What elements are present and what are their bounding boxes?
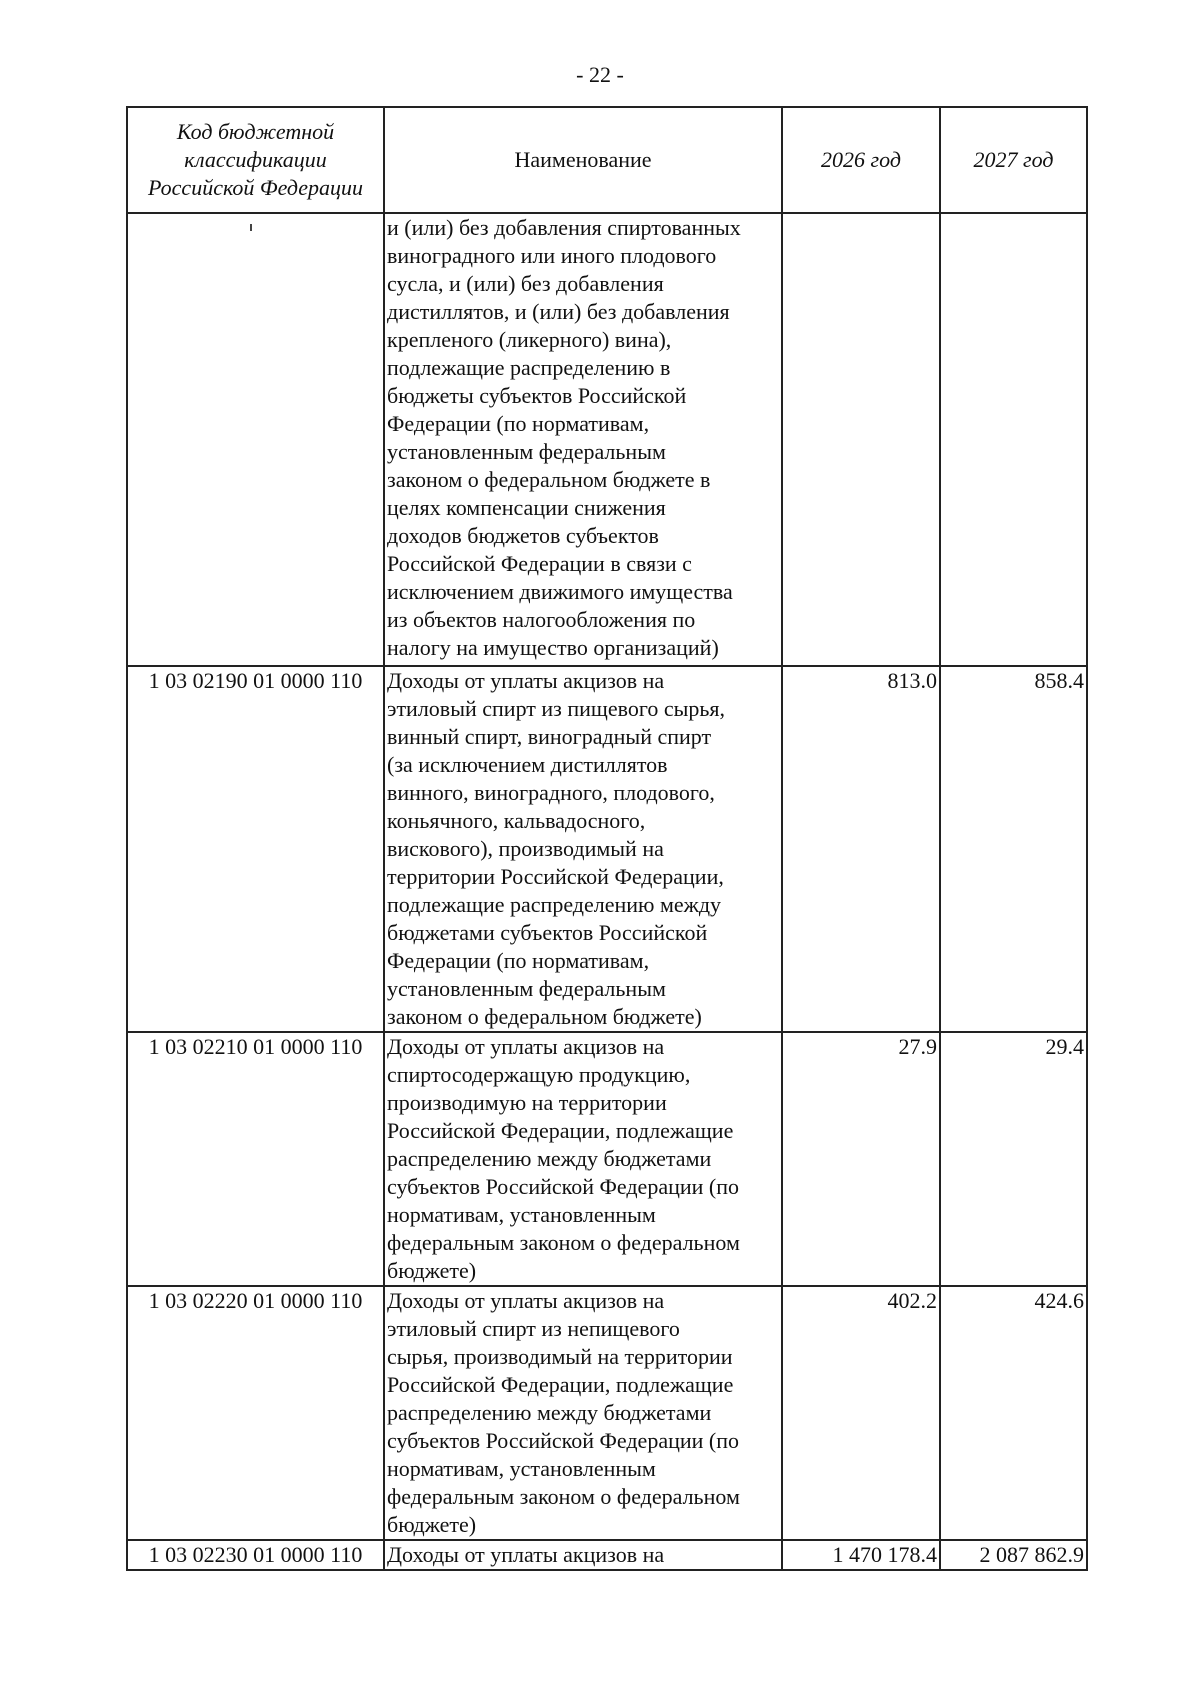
budget-code-cell: 1 03 02220 01 0000 110 <box>127 1286 384 1540</box>
value-2027-cell: 424.6 <box>940 1286 1087 1540</box>
budget-code-cell: 1 03 02230 01 0000 110 <box>127 1540 384 1570</box>
name-line: сырья, производимый на территории <box>387 1344 733 1369</box>
name-line: распределению между бюджетами <box>387 1400 712 1425</box>
header-budget-code <box>127 107 384 213</box>
name-line: подлежащие распределению в <box>387 355 671 380</box>
name-line: и (или) без добавления спиртованных <box>387 215 741 240</box>
table-row <box>127 1540 1087 1570</box>
name-line: федеральным законом о федеральном <box>387 1484 740 1509</box>
name-line: Федерации (по нормативам, <box>387 948 650 973</box>
header-code-line: Код бюджетной <box>176 119 335 144</box>
value-2026-cell <box>782 213 940 666</box>
budget-code-cell <box>127 213 384 666</box>
table-row <box>127 1032 1087 1286</box>
name-line: Федерации (по нормативам, <box>387 411 650 436</box>
name-line: налогу на имущество организаций) <box>387 635 719 660</box>
name-line: дистиллятов, и (или) без добавления <box>387 299 730 324</box>
value-2027-cell: 29.4 <box>940 1032 1087 1286</box>
name-line: бюджете) <box>387 1258 477 1283</box>
budget-code-cell: 1 03 02210 01 0000 110 <box>127 1032 384 1286</box>
header-name: Наименование <box>384 107 782 213</box>
name-line: территории Российской Федерации, <box>387 864 724 889</box>
value-2026-cell: 27.9 <box>782 1032 940 1286</box>
table-row <box>127 666 1087 1032</box>
table-row-continuation <box>127 213 1087 666</box>
value-2026-cell: 1 470 178.4 <box>782 1540 940 1570</box>
name-line: федеральным законом о федеральном <box>387 1230 740 1255</box>
name-line: винный спирт, виноградный спирт <box>387 724 712 749</box>
value-2026-cell: 813.0 <box>782 666 940 1032</box>
name-line: Российской Федерации в связи с <box>387 551 692 576</box>
name-cell <box>384 666 782 1032</box>
name-cell <box>384 1286 782 1540</box>
name-line: этиловый спирт из непищевого <box>387 1316 680 1341</box>
name-line: (за исключением дистиллятов <box>387 752 668 777</box>
scan-artifact-mark <box>250 224 252 231</box>
name-line: установленным федеральным <box>387 976 666 1001</box>
name-line: распределению между бюджетами <box>387 1146 712 1171</box>
value-2027-cell <box>940 213 1087 666</box>
budget-code-cell: 1 03 02190 01 0000 110 <box>127 666 384 1032</box>
name-line: Доходы от уплаты акцизов на <box>387 1034 665 1059</box>
name-cell <box>384 1540 782 1570</box>
name-line: законом о федеральном бюджете) <box>387 1004 702 1029</box>
name-line: нормативам, установленным <box>387 1456 656 1481</box>
header-code-line: классификации <box>184 147 327 172</box>
name-line: Доходы от уплаты акцизов на <box>387 1288 665 1313</box>
name-line: вискового), производимый на <box>387 836 664 861</box>
name-cell <box>384 1032 782 1286</box>
name-line: бюджете) <box>387 1512 477 1537</box>
name-line: субъектов Российской Федерации (по <box>387 1428 739 1453</box>
table-header-row <box>127 107 1087 213</box>
value-2027-cell: 858.4 <box>940 666 1087 1032</box>
name-line: доходов бюджетов субъектов <box>387 523 659 548</box>
name-line: производимую на территории <box>387 1090 667 1115</box>
name-line: подлежащие распределению между <box>387 892 722 917</box>
name-line: нормативам, установленным <box>387 1202 656 1227</box>
name-line: установленным федеральным <box>387 439 666 464</box>
name-line: этиловый спирт из пищевого сырья, <box>387 696 726 721</box>
name-cell <box>384 213 782 666</box>
name-line: целях компенсации снижения <box>387 495 666 520</box>
name-line: бюджеты субъектов Российской <box>387 383 687 408</box>
value-2026-cell: 402.2 <box>782 1286 940 1540</box>
name-line: из объектов налогообложения по <box>387 607 696 632</box>
header-year-2026: 2026 год <box>782 107 940 213</box>
name-line: субъектов Российской Федерации (по <box>387 1174 739 1199</box>
name-line: законом о федеральном бюджете в <box>387 467 711 492</box>
header-year-2027: 2027 год <box>940 107 1087 213</box>
page-number: - 22 - <box>576 62 624 87</box>
name-line: виноградного или иного плодового <box>387 243 717 268</box>
name-line: Доходы от уплаты акцизов на <box>387 668 665 693</box>
name-line: Российской Федерации, подлежащие <box>387 1118 734 1143</box>
table-row <box>127 1286 1087 1540</box>
name-line: бюджетами субъектов Российской <box>387 920 708 945</box>
name-line: крепленого (ликерного) вина), <box>387 327 672 352</box>
name-line: Доходы от уплаты акцизов на <box>387 1542 665 1567</box>
name-line: спиртосодержащую продукцию, <box>387 1062 691 1087</box>
header-code-line: Российской Федерации <box>148 175 363 200</box>
name-line: сусла, и (или) без добавления <box>387 271 664 296</box>
name-line: исключением движимого имущества <box>387 579 733 604</box>
budget-revenue-table <box>126 106 1088 1571</box>
name-line: коньячного, кальвадосного, <box>387 808 646 833</box>
name-line: Российской Федерации, подлежащие <box>387 1372 734 1397</box>
name-line: винного, виноградного, плодового, <box>387 780 715 805</box>
value-2027-cell: 2 087 862.9 <box>940 1540 1087 1570</box>
